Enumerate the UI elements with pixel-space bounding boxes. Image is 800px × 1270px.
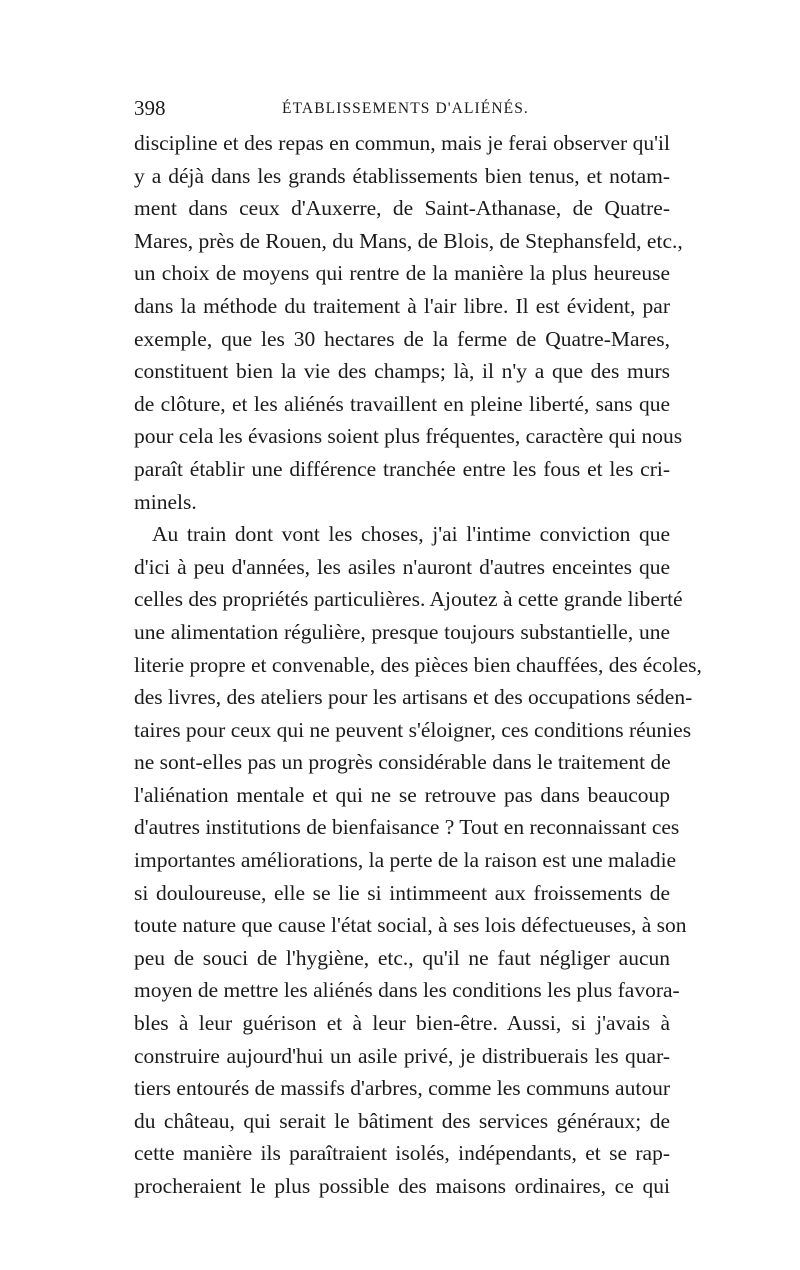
text-line: Au train dont vont les choses, j'ai l'intime conviction que: [152, 522, 670, 547]
text-line: literie propre et convenable, des pièces bien chauffées, des écoles,: [134, 652, 702, 677]
text-line: bles à leur guérison et à leur bien-être. Aussi, si j'avais à: [134, 1011, 670, 1036]
text-line: peu de souci de l'hygiène, etc., qu'il ne faut négliger aucun: [134, 945, 670, 970]
text-line: procheraient le plus possible des maisons ordinaires, ce qui: [134, 1174, 670, 1198]
text-line: ne sont-elles pas un progrès considérable dans le traitement de: [134, 750, 671, 775]
text-line: ment dans ceux d'Auxerre, de Saint-Athanase, de Quatre-: [134, 196, 670, 221]
text-line: celles des propriétés particulières. Ajoutez à cette grande liberté: [134, 587, 683, 612]
text-line: discipline et des repas en commun, mais je ferai observer qu'il: [134, 131, 670, 155]
text-line: cette manière ils paraîtraient isolés, indépendants, et se rap-: [134, 1141, 670, 1166]
text-line: Mares, près de Rouen, du Mans, de Blois, de Stephansfeld, etc.,: [134, 228, 683, 253]
text-line: constituent bien la vie des champs; là, il n'y a que des murs: [134, 359, 670, 384]
text-line: construire aujourd'hui un asile privé, je distribuerais les quar-: [134, 1043, 670, 1068]
page-header: [134, 96, 670, 120]
text-line: paraît établir une différence tranchée entre les fous et les cri-: [134, 456, 670, 481]
text-line: une alimentation régulière, presque toujours substantielle, une: [134, 619, 670, 644]
text-line: y a déjà dans les grands établissements bien tenus, et notam-: [134, 163, 670, 188]
text-line: exemple, que les 30 hectares de la ferme de Quatre-Mares,: [134, 326, 670, 351]
text-line: l'aliénation mentale et qui ne se retrouve pas dans beaucoup: [134, 782, 670, 807]
text-line: d'autres institutions de bienfaisance ? Tout en reconnaissant ces: [134, 815, 680, 840]
text-line: d'ici à peu d'années, les asiles n'auront d'autres enceintes que: [134, 554, 670, 579]
body-text: [134, 127, 702, 1203]
text-line: un choix de moyens qui rentre de la manière la plus heureuse: [134, 261, 670, 286]
text-line: des livres, des ateliers pour les artisans et des occupations séden-: [134, 685, 693, 710]
text-line: du château, qui serait le bâtiment des services généraux; de: [134, 1108, 670, 1133]
text-line: minels.: [134, 489, 197, 514]
text-line: pour cela les évasions soient plus fréquentes, caractère qui nous: [134, 424, 683, 449]
text-line: importantes améliorations, la perte de la raison est une maladie: [134, 848, 677, 873]
running-title: ÉTABLISSEMENTS D'ALIÉNÉS.: [282, 100, 529, 117]
text-line: taires pour ceux qui ne peuvent s'éloigner, ces conditions réunies: [134, 717, 692, 742]
text-line: dans la méthode du traitement à l'air libre. Il est évident, par: [134, 293, 670, 318]
text-line: tiers entourés de massifs d'arbres, comme les communs autour: [134, 1076, 670, 1101]
text-line: si douloureuse, elle se lie si intimmeent aux froissements de: [134, 880, 670, 905]
text-line: toute nature que cause l'état social, à ses lois défectueuses, à son: [134, 913, 687, 938]
text-line: de clôture, et les aliénés travaillent en pleine liberté, sans que: [134, 391, 670, 416]
text-line: moyen de mettre les aliénés dans les conditions les plus favora-: [134, 978, 680, 1003]
page-number: 398: [134, 96, 166, 120]
